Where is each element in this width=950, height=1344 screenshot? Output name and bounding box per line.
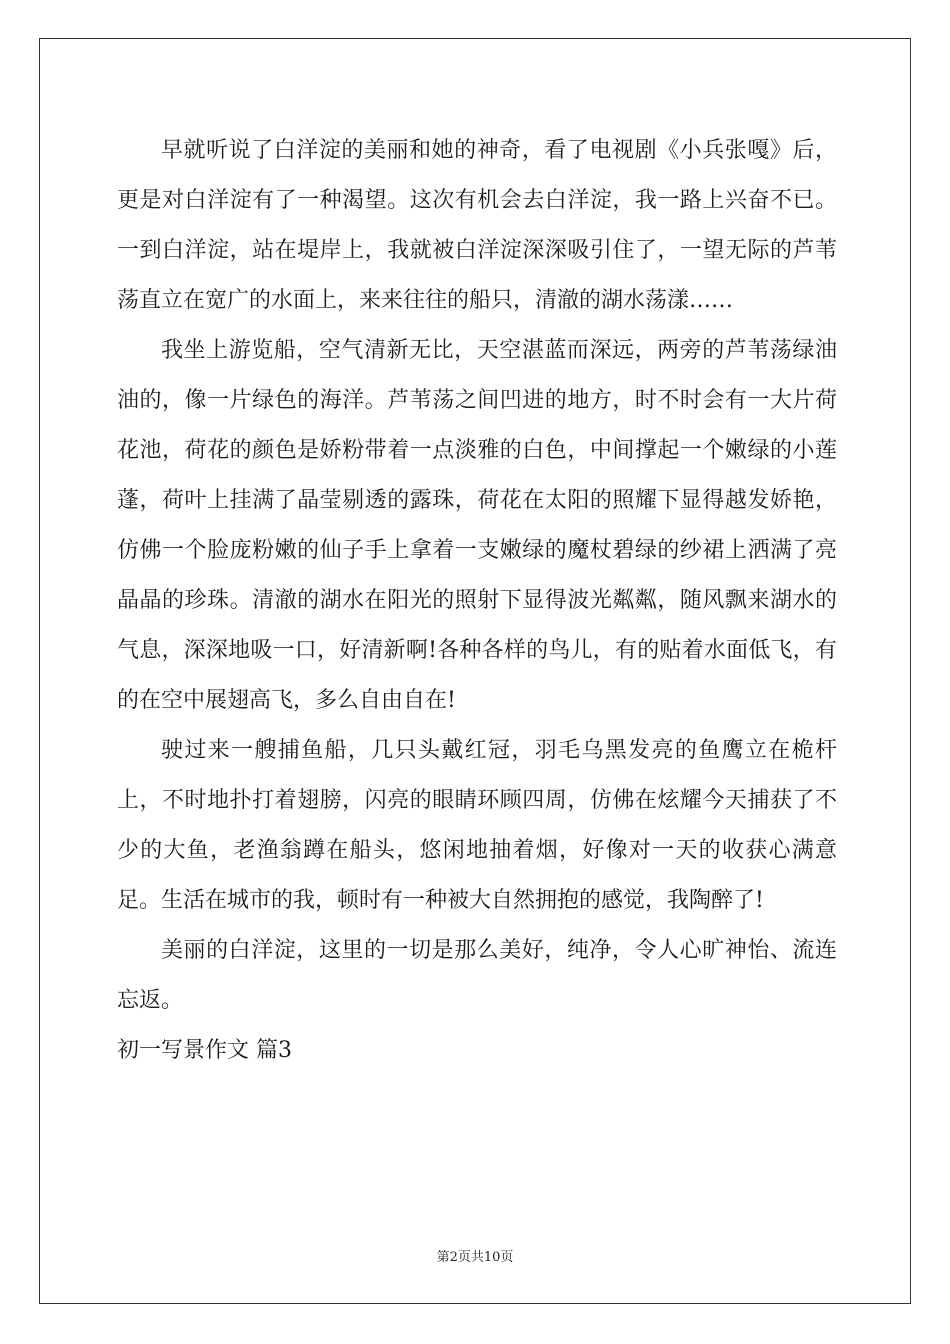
page-total: 共10页: [470, 1250, 514, 1265]
document-body: [117, 126, 837, 1076]
page-number: 第2页: [436, 1250, 471, 1265]
paragraph-4: 美丽的白洋淀，这里的一切是那么美好，纯净，令人心旷神怡、流连忘返。: [117, 938, 837, 1013]
paragraph-2: 我坐上游览船，空气清新无比，天空湛蓝而深远，两旁的芦苇荡绿油油的，像一片绿色的海洋。芦苇荡之间凹进的地方，时不时会有一大片荷花池，荷花的颜色是娇粉带着一点淡雅的白色，中间撑起一个嫩绿的小莲蓬，荷叶上挂满了晶莹剔透的露珠，荷花在太阳的照耀下显得越发娇艳，仿佛一个脸庞粉嫩的仙子手上拿着一支嫩绿的魔杖碧绿的纱裙上洒满了亮晶晶的珍珠。清澈的湖水在阳光的照射下显得波光粼粼，随风飘来湖水的气息，深深地吸一口，好清新啊!各种各样的鸟儿，有的贴着水面低飞，有的在空中展翅高飞，多么自由自在!: [117, 338, 837, 713]
paragraph-1: 早就听说了白洋淀的美丽和她的神奇，看了电视剧《小兵张嘎》后，更是对白洋淀有了一种渴望。这次有机会去白洋淀，我一路上兴奋不已。一到白洋淀，站在堤岸上，我就被白洋淀深深吸引住了，一望无际的芦苇荡直立在宽广的水面上，来来往往的船只，清澈的湖水荡漾……: [117, 138, 837, 313]
paragraph-3: 驶过来一艘捕鱼船，几只头戴红冠，羽毛乌黑发亮的鱼鹰立在桅杆上，不时地扑打着翅膀，闪亮的眼睛环顾四周，仿佛在炫耀今天捕获了不少的大鱼，老渔翁蹲在船头，悠闲地抽着烟，好像对一天的收获心满意足。生活在城市的我，顿时有一种被大自然拥抱的感觉，我陶醉了!: [117, 738, 837, 913]
page-footer: [0, 1246, 950, 1265]
section-heading: 初一写景作文 篇3: [117, 1038, 292, 1063]
